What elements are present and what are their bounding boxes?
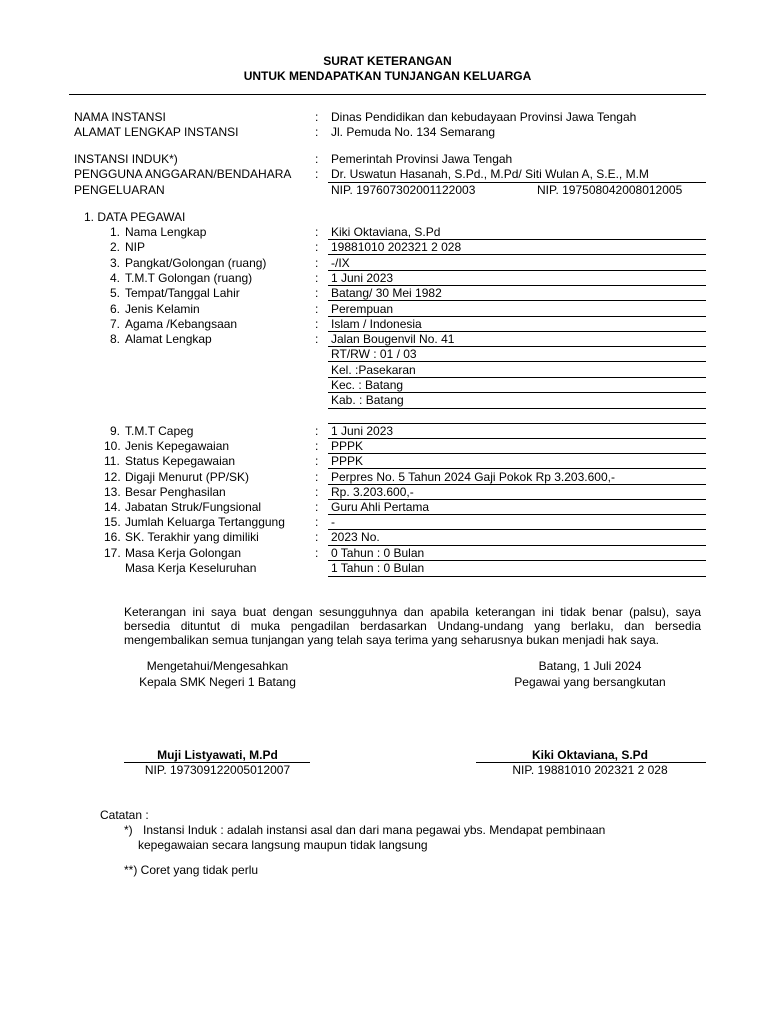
field-label-jenis-kepegawaian: Jenis Kepegawaian <box>125 439 230 453</box>
signature-left-name: Muji Listyawati, M.Pd <box>157 748 278 762</box>
row-number: 16. <box>104 530 121 544</box>
field-value-masa-kerja-keseluruhan: 1 Tahun : 0 Bulan <box>331 561 425 575</box>
note1-line2: kepegawaian secara langsung maupun tidak langsung <box>138 838 428 852</box>
statement-paragraph: Keterangan ini saya buat dengan sesungguhnya dan apabila keterangan ini tidak benar (palsu), saya bersedia dituntut di muka pengadilan berdasarkan Undang-undang yang berlaku, dan bersedia mengembalikan semua tunjangan yang telah saya terima yang seharusnya bukan menjadi hak saya. <box>124 605 701 647</box>
alamat-kelurahan: Kel. :Pasekaran <box>331 363 416 377</box>
field-label-sk-terakhir: SK. Terakhir yang dimiliki <box>125 530 259 544</box>
field-underline <box>328 300 706 301</box>
row-number: 6. <box>110 302 121 316</box>
colon: : <box>315 485 319 499</box>
field-label-jumlah-keluarga: Jumlah Keluarga Tertanggung <box>125 515 285 529</box>
signature-left-line2: Kepala SMK Negeri 1 Batang <box>139 675 296 689</box>
row-number: 12. <box>104 470 121 484</box>
field-label-digaji-menurut: Digaji Menurut (PP/SK) <box>125 470 250 484</box>
colon: : <box>315 332 319 346</box>
field-value-masa-kerja-golongan: 0 Tahun : 0 Bulan <box>331 546 425 560</box>
row-number: 15. <box>104 515 121 529</box>
note1-mark: *) <box>124 823 133 837</box>
colon: : <box>315 546 319 560</box>
colon: : <box>315 240 319 254</box>
field-label-tempat-lahir: Tempat/Tanggal Lahir <box>125 286 240 300</box>
colon: : <box>315 125 319 139</box>
field-underline <box>328 254 706 255</box>
row-number: 8. <box>110 332 121 346</box>
field-value-tmt-capeg: 1 Juni 2023 <box>331 424 394 438</box>
field-value-tempat-lahir: Batang/ 30 Mei 1982 <box>331 286 442 300</box>
field-value-jabatan: Guru Ahli Pertama <box>331 500 430 514</box>
colon: : <box>315 454 319 468</box>
signature-right-name: Kiki Oktaviana, S.Pd <box>531 748 649 762</box>
field-underline <box>328 361 706 362</box>
field-value-tmt-golongan: 1 Juni 2023 <box>331 271 394 285</box>
field-value-agama: Islam / Indonesia <box>331 317 422 331</box>
field-value-status-kepegawaian: PPPK <box>331 454 364 468</box>
alamat-rt-rw: RT/RW : 01 / 03 <box>331 347 417 361</box>
field-label-jenis-kelamin: Jenis Kelamin <box>125 302 200 316</box>
field-label-status-kepegawaian: Status Kepegawaian <box>125 454 236 468</box>
row-number: 3. <box>110 256 121 270</box>
signature-left-line1: Mengetahui/Mengesahkan <box>146 659 289 673</box>
row-number: 4. <box>110 271 121 285</box>
colon: : <box>315 470 319 484</box>
colon: : <box>315 271 319 285</box>
row-number: 2. <box>110 240 121 254</box>
instansi-induk-value: Pemerintah Provinsi Jawa Tengah <box>331 152 513 166</box>
row-number: 17. <box>104 546 121 560</box>
colon: : <box>315 225 319 239</box>
signature-left-nip: NIP. 197309122005012007 <box>144 763 291 777</box>
field-value-alamat: Jalan Bougenvil No. 41 <box>331 332 455 346</box>
instansi-induk-label: INSTANSI INDUK*) <box>74 152 178 166</box>
colon: : <box>315 500 319 514</box>
field-underline <box>328 529 706 530</box>
alamat-kabupaten: Kab. : Batang <box>331 393 404 407</box>
field-label-masa-kerja-keseluruhan: Masa Kerja Keseluruhan <box>125 561 257 575</box>
field-label-jabatan: Jabatan Struk/Fungsional <box>125 500 262 514</box>
notes-title: Catatan : <box>100 808 149 822</box>
nip-bendahara-2: NIP. 197508042008012005 <box>537 183 683 197</box>
row-number: 10. <box>104 439 121 453</box>
colon: : <box>315 167 319 181</box>
field-underline <box>328 514 706 515</box>
note1-line1: Instansi Induk : adalah instansi asal dan dari mana pegawai ybs. Mendapat pembinaan <box>143 823 606 837</box>
field-label-nip: NIP <box>125 240 146 254</box>
colon: : <box>315 302 319 316</box>
colon: : <box>315 515 319 529</box>
note2: **) Coret yang tidak perlu <box>124 863 259 877</box>
alamat-instansi-value: Jl. Pemuda No. 134 Semarang <box>331 125 496 139</box>
field-value-nama-lengkap: Kiki Oktaviana, S.Pd <box>331 225 441 239</box>
field-label-nama-lengkap: Nama Lengkap <box>125 225 207 239</box>
field-label-masa-kerja-golongan: Masa Kerja Golongan <box>125 546 242 560</box>
signature-right-nip: NIP. 19881010 202321 2 028 <box>512 763 668 777</box>
pengeluaran-label: PENGELUARAN <box>74 183 165 197</box>
colon: : <box>315 530 319 544</box>
colon: : <box>315 152 319 166</box>
field-underline <box>328 408 706 409</box>
colon: : <box>315 110 319 124</box>
alamat-kecamatan: Kec. : Batang <box>331 378 404 392</box>
field-label-agama: Agama /Kebangsaan <box>125 317 238 331</box>
row-number: 9. <box>110 424 121 438</box>
field-value-besar-penghasilan: Rp. 3.203.600,- <box>331 485 414 499</box>
row-number: 11. <box>104 454 120 468</box>
alamat-instansi-label: ALAMAT LENGKAP INSTANSI <box>74 125 239 139</box>
field-value-jenis-kepegawaian: PPPK <box>331 439 364 453</box>
colon: : <box>315 286 319 300</box>
row-number: 14. <box>104 500 121 514</box>
field-label-alamat: Alamat Lengkap <box>125 332 212 346</box>
nama-instansi-label: NAMA INSTANSI <box>74 110 166 124</box>
field-underline <box>328 468 706 469</box>
document-subtitle: UNTUK MENDAPATKAN TUNJANGAN KELUARGA <box>243 69 532 83</box>
field-label-tmt-golongan: T.M.T Golongan (ruang) <box>125 271 253 285</box>
field-underline <box>328 438 706 439</box>
field-value-pangkat: -/IX <box>331 256 350 270</box>
field-value-jumlah-keluarga: - <box>331 515 335 529</box>
colon: : <box>315 439 319 453</box>
field-value-digaji-menurut: Perpres No. 5 Tahun 2024 Gaji Pokok Rp 3.203.600,- <box>331 470 615 484</box>
header-divider <box>69 94 706 95</box>
row-number: 1. <box>110 225 121 239</box>
signature-right-line2: Pegawai yang bersangkutan <box>514 675 666 689</box>
field-value-jenis-kelamin: Perempuan <box>331 302 394 316</box>
colon: : <box>315 317 319 331</box>
nip-bendahara-1: NIP. 197607302001122003 <box>331 183 476 197</box>
field-label-besar-penghasilan: Besar Penghasilan <box>125 485 226 499</box>
section-title-data-pegawai: 1. DATA PEGAWAI <box>84 210 186 224</box>
field-value-sk-terakhir: 2023 No. <box>331 530 380 544</box>
nama-instansi-value: Dinas Pendidikan dan kebudayaan Provinsi Jawa Tengah <box>331 110 637 124</box>
pengguna-anggaran-value: Dr. Uswatun Hasanah, S.Pd., M.Pd/ Siti Wulan A, S.E., M.M <box>331 167 649 181</box>
pengguna-anggaran-label: PENGGUNA ANGGARAN/BENDAHARA <box>74 167 292 181</box>
field-underline <box>328 453 706 454</box>
field-underline <box>328 576 706 577</box>
field-label-pangkat: Pangkat/Golongan (ruang) <box>125 256 267 270</box>
colon: : <box>315 424 319 438</box>
field-value-nip: 19881010 202321 2 028 <box>331 240 462 254</box>
document-title: SURAT KETERANGAN <box>323 54 452 68</box>
row-number: 13. <box>104 485 121 499</box>
colon: : <box>315 256 319 270</box>
signature-right-date: Batang, 1 Juli 2024 <box>538 659 642 673</box>
row-number: 5. <box>110 286 121 300</box>
field-label-tmt-capeg: T.M.T Capeg <box>125 424 194 438</box>
row-number: 7. <box>110 317 121 331</box>
